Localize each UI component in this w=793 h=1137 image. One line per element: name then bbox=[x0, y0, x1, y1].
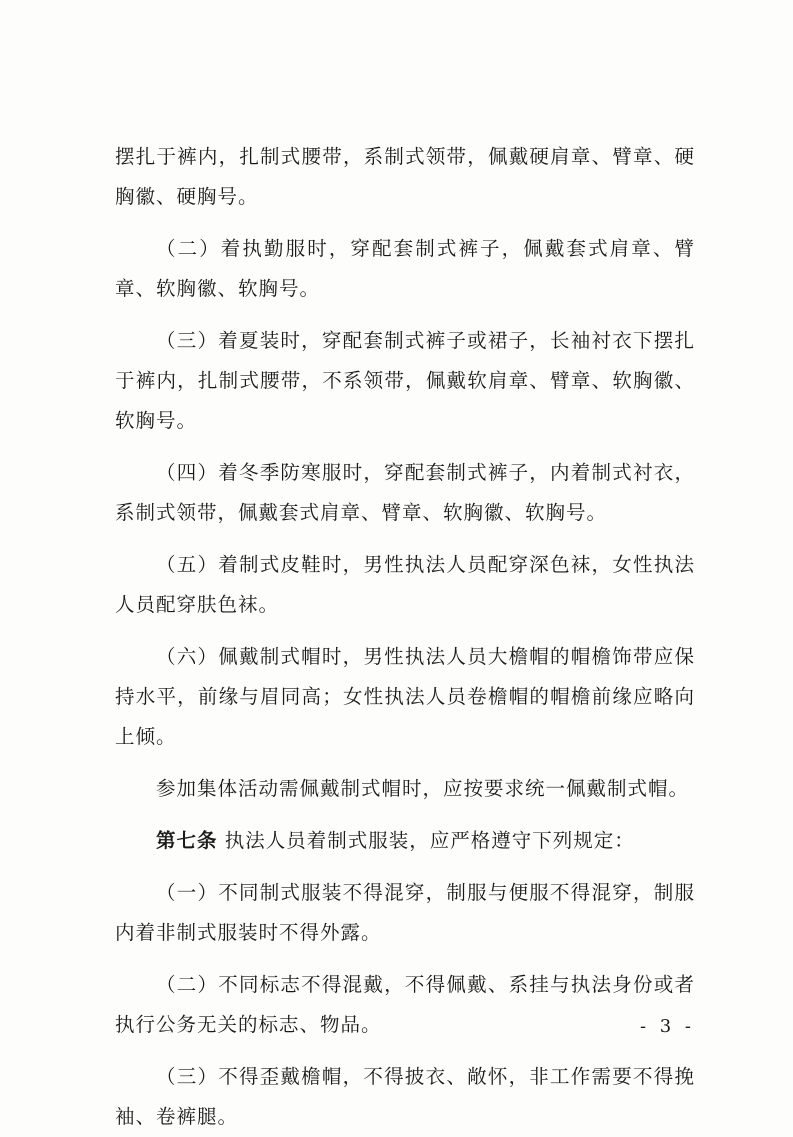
paragraph-collective-activity: 参加集体活动需佩戴制式帽时，应按要求统一佩戴制式帽。 bbox=[156, 777, 690, 800]
article-7-text: 执法人员着制式服装，应严格遵守下列规定： bbox=[224, 829, 635, 852]
paragraph-item-6: （六）佩戴制式帽时，男性执法人员大檐帽的帽檐饰带应保持水平，前缘与眉同高；女性执法人员卷檐帽的帽檐前缘应略向上倾。 bbox=[115, 645, 695, 748]
paragraph-continuation: 摆扎于裤内，扎制式腰带，系制式领带，佩戴硬肩章、臂章、硬胸徽、硬胸号。 bbox=[115, 145, 695, 208]
paragraph-item-5: （五）着制式皮鞋时，男性执法人员配穿深色袜，女性执法人员配穿肤色袜。 bbox=[115, 553, 695, 616]
article-7-item-1: （一）不同制式服装不得混穿，制服与便服不得混穿，制服内着非制式服装时不得外露。 bbox=[115, 881, 695, 944]
article-7-heading: 第七条 bbox=[156, 829, 218, 852]
paragraph-item-3: （三）着夏装时，穿配套制式裤子或裙子，长袖衬衣下摆扎于裤内，扎制式腰带，不系领带，佩戴软肩章、臂章、软胸徽、软胸号。 bbox=[115, 329, 695, 432]
paragraph-item-4: （四）着冬季防寒服时，穿配套制式裤子，内着制式衬衣，系制式领带，佩戴套式肩章、臂章、软胸徽、软胸号。 bbox=[115, 461, 695, 524]
paragraph-item-2: （二）着执勤服时，穿配套制式裤子，佩戴套式肩章、臂章、软胸徽、软胸号。 bbox=[115, 237, 695, 300]
page-number: - 3 - bbox=[639, 1016, 695, 1037]
article-7 bbox=[115, 821, 695, 861]
article-7-item-3: （三）不得歪戴檐帽，不得披衣、敞怀，非工作需要不得挽袖、卷裤腿。 bbox=[115, 1065, 695, 1128]
document-body bbox=[115, 137, 695, 1137]
article-7-item-2: （二）不同标志不得混戴，不得佩戴、系挂与执法身份或者执行公务无关的标志、物品。 bbox=[115, 973, 695, 1036]
